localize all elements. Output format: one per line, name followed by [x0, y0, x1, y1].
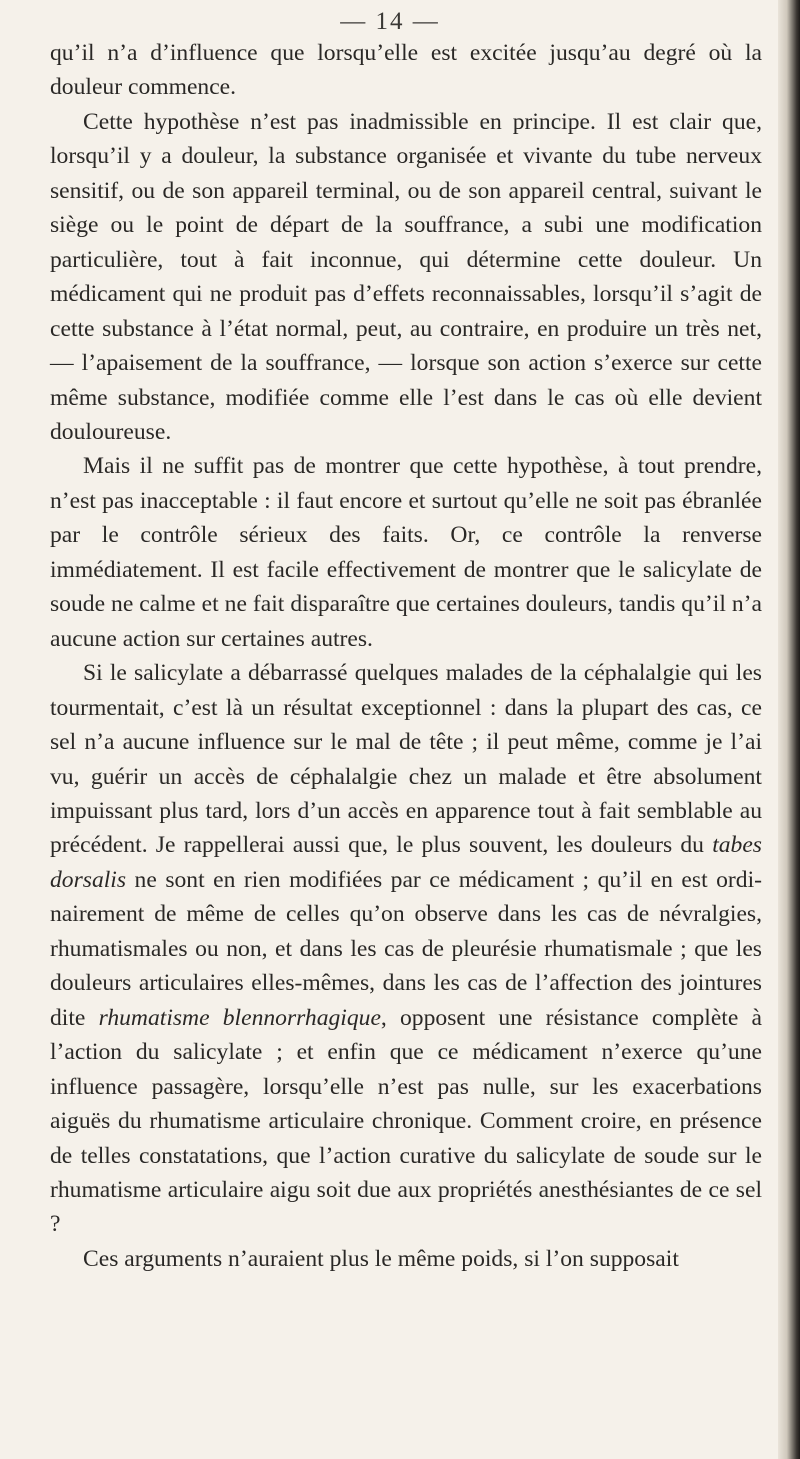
paragraph-4-part-1: Si le salicylate a débarrassé quelques malades de la céphalalgie qui les tourmentait, c’est là un résultat exceptionnel : dans la plupart des cas, ce sel n’a aucune influence sur le mal de tête ; il peut même, comme je l’ai vu, guérir un accès de céphalalgie chez un malade et être absolument impuissant plus tard, lors d’un accès en apparence tout à fait semblable au précédent. Je rappellerai aussi que, le plus souvent, les douleurs du — [50, 660, 762, 859]
body-text — [50, 36, 762, 1276]
page-number: — 14 — — [340, 8, 440, 35]
paragraph-5: Ces arguments n’auraient plus le même poids, si l’on supposait — [83, 1245, 679, 1272]
italic-rhumatisme-blennorrhagique: rhumatisme blennorrhagique — [98, 1004, 381, 1031]
paragraph-4-part-2: ne sont en rien modifiées par ce médicament ; qu’il en est ordinairement de même de celles qu’on observe dans les cas de névralgies, rhumatismales ou non, et dans les cas de pleurésie rhumatismale ; que les douleurs articulaires elles-mêmes, dans les cas de l’affection des jointures dite — [50, 866, 762, 1031]
paragraph-2: Cette hypothèse n’est pas inadmissible en principe. Il est clair que, lorsqu’il y a douleur, la substance organisée et vivante du tube nerveux sensitif, ou de son appareil terminal, ou de son appareil central, suivant le siège ou le point de départ de la souffrance, a subi une modification particulière, tout à fait inconnue, qui détermine cette douleur. Un médicament qui ne produit pas d’effets reconnaissables, lorsqu’il s’agit de cette substance à l’état normal, peut, au contraire, en produire un très net, — l’apaisement de la souffrance, — lorsque son action s’exerce sur cette même substance, modifiée comme elle l’est dans le cas où elle devient douloureuse. — [50, 108, 762, 445]
paragraph-1: qu’il n’a d’influence que lorsqu’elle est excitée jusqu’au degré où la douleur commence. — [50, 40, 762, 101]
page-edge-shadow — [778, 0, 800, 1459]
italic-tabes-dorsalis: tabes dorsalis — [50, 832, 762, 893]
paragraph-4-part-3: , opposent une résistance complète à l’action du salicylate ; et enfin que ce médicament n’exerce qu’une influence passagère, lorsqu’elle n’est pas nulle, sur les exacerbations aiguës du rhumatisme articulaire chronique. Comment croire, en présence de telles constatations, que l’action curative du salicylate de soude sur le rhumatisme articulaire aigu soit due aux propriétés anesthésiantes de ce sel ? — [50, 1004, 762, 1238]
paragraph-3: Mais il ne suffit pas de montrer que cette hypothèse, à tout prendre, n’est pas inacceptable : il faut encore et surtout qu’elle ne soit pas ébranlée par le contrôle sérieux des faits. Or, ce contrôle la renverse immédiatement. Il est facile effectivement de montrer que le salicylate de soude ne calme et ne fait disparaître que certaines douleurs, tandis qu’il n’a aucune action sur certaines autres. — [50, 453, 762, 652]
paragraph-4 — [50, 656, 762, 1242]
